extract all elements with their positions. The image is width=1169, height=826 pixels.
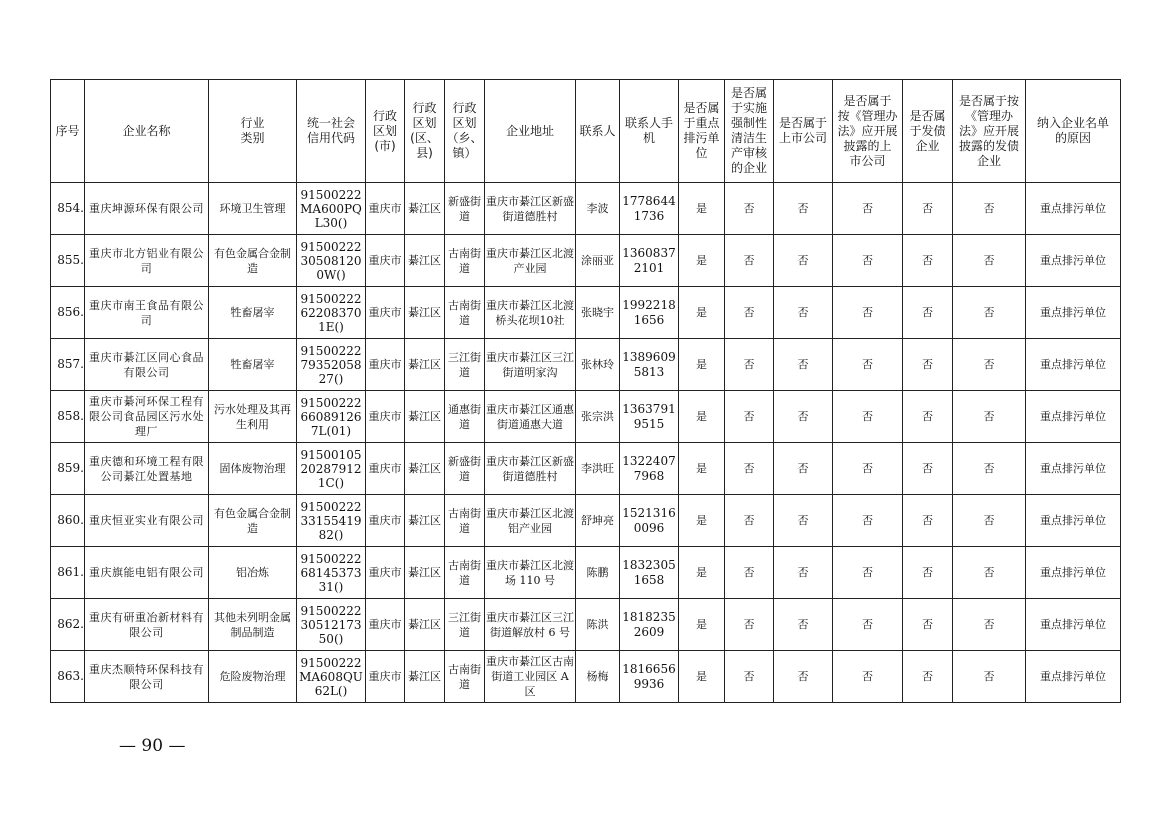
cell-bond-issuer: 否 xyxy=(903,547,953,599)
cell-bond-disclosure: 否 xyxy=(953,443,1026,495)
cell-seq: 862. xyxy=(51,599,85,651)
cell-address: 重庆市綦江区通惠街道通惠大道 xyxy=(485,391,576,443)
cell-key-polluter: 是 xyxy=(679,443,725,495)
cell-credit-code: 915002227935205827() xyxy=(297,339,366,391)
cell-bond-disclosure: 否 xyxy=(953,495,1026,547)
cell-contact: 陈鹏 xyxy=(576,547,620,599)
cell-reason: 重点排污单位 xyxy=(1026,183,1121,235)
cell-region-district: 綦江区 xyxy=(405,495,445,547)
cell-company-name: 重庆坤源环保有限公司 xyxy=(85,183,209,235)
cell-listed-disclosure: 否 xyxy=(833,495,903,547)
cell-reason: 重点排污单位 xyxy=(1026,391,1121,443)
cell-key-polluter: 是 xyxy=(679,599,725,651)
header-region-city: 行政 区划 (市) xyxy=(366,80,405,183)
cell-listed-company: 否 xyxy=(774,235,833,287)
cell-bond-disclosure: 否 xyxy=(953,339,1026,391)
cell-reason: 重点排污单位 xyxy=(1026,547,1121,599)
cell-region-town: 新盛街道 xyxy=(445,183,485,235)
cell-address: 重庆市綦江区三江街道明家沟 xyxy=(485,339,576,391)
cell-contact: 张宗洪 xyxy=(576,391,620,443)
cell-industry: 环境卫生管理 xyxy=(209,183,297,235)
cell-phone: 13637919515 xyxy=(620,391,679,443)
cell-listed-disclosure: 否 xyxy=(833,599,903,651)
cell-seq: 857. xyxy=(51,339,85,391)
cell-address: 重庆市綦江区北渡产业园 xyxy=(485,235,576,287)
cell-bond-disclosure: 否 xyxy=(953,183,1026,235)
header-listed-disclosure: 是否属于 按《管理办 法》应开展 披露的上 市公司 xyxy=(833,80,903,183)
cell-credit-code: 915002226814537331() xyxy=(297,547,366,599)
cell-phone: 13896095813 xyxy=(620,339,679,391)
cell-listed-disclosure: 否 xyxy=(833,547,903,599)
cell-reason: 重点排污单位 xyxy=(1026,287,1121,339)
cell-listed-company: 否 xyxy=(774,339,833,391)
cell-credit-code: 915002223315541982() xyxy=(297,495,366,547)
cell-bond-issuer: 否 xyxy=(903,183,953,235)
cell-region-town: 三江街道 xyxy=(445,339,485,391)
cell-listed-company: 否 xyxy=(774,599,833,651)
cell-region-city: 重庆市 xyxy=(366,183,405,235)
cell-region-city: 重庆市 xyxy=(366,339,405,391)
cell-reason: 重点排污单位 xyxy=(1026,599,1121,651)
cell-clean-production-audit: 否 xyxy=(725,235,774,287)
cell-listed-disclosure: 否 xyxy=(833,235,903,287)
cell-industry: 牲畜屠宰 xyxy=(209,339,297,391)
cell-key-polluter: 是 xyxy=(679,495,725,547)
cell-industry: 污水处理及其再生利用 xyxy=(209,391,297,443)
header-seq: 序号 xyxy=(51,80,85,183)
cell-industry: 危险废物治理 xyxy=(209,651,297,703)
cell-address: 重庆市綦江区北渡场 110 号 xyxy=(485,547,576,599)
cell-company-name: 重庆市南王食品有限公司 xyxy=(85,287,209,339)
cell-phone: 13608372101 xyxy=(620,235,679,287)
cell-address: 重庆市綦江区三江街道解放村 6 号 xyxy=(485,599,576,651)
cell-listed-company: 否 xyxy=(774,547,833,599)
cell-region-district: 綦江区 xyxy=(405,235,445,287)
cell-region-district: 綦江区 xyxy=(405,287,445,339)
table-header xyxy=(51,80,1121,183)
cell-reason: 重点排污单位 xyxy=(1026,235,1121,287)
cell-clean-production-audit: 否 xyxy=(725,599,774,651)
cell-bond-issuer: 否 xyxy=(903,339,953,391)
cell-company-name: 重庆旗能电铝有限公司 xyxy=(85,547,209,599)
cell-contact: 陈洪 xyxy=(576,599,620,651)
cell-seq: 858. xyxy=(51,391,85,443)
cell-bond-disclosure: 否 xyxy=(953,547,1026,599)
header-industry: 行业 类别 xyxy=(209,80,297,183)
cell-bond-issuer: 否 xyxy=(903,651,953,703)
cell-clean-production-audit: 否 xyxy=(725,651,774,703)
cell-key-polluter: 是 xyxy=(679,287,725,339)
table-body xyxy=(51,183,1121,703)
cell-bond-disclosure: 否 xyxy=(953,287,1026,339)
cell-industry: 有色金属合金制造 xyxy=(209,235,297,287)
cell-contact: 杨梅 xyxy=(576,651,620,703)
cell-listed-disclosure: 否 xyxy=(833,651,903,703)
cell-region-city: 重庆市 xyxy=(366,235,405,287)
cell-region-district: 綦江区 xyxy=(405,651,445,703)
cell-contact: 张晓宇 xyxy=(576,287,620,339)
cell-address: 重庆市綦江区新盛街道德胜村 xyxy=(485,183,576,235)
cell-region-city: 重庆市 xyxy=(366,391,405,443)
cell-bond-issuer: 否 xyxy=(903,443,953,495)
header-reason: 纳入企业名单 的原因 xyxy=(1026,80,1121,183)
table-row xyxy=(51,287,1121,339)
table-row xyxy=(51,183,1121,235)
cell-region-city: 重庆市 xyxy=(366,443,405,495)
cell-industry: 牲畜屠宰 xyxy=(209,287,297,339)
cell-industry: 固体废物治理 xyxy=(209,443,297,495)
cell-address: 重庆市綦江区古南街道工业园区 A 区 xyxy=(485,651,576,703)
table-row xyxy=(51,599,1121,651)
cell-clean-production-audit: 否 xyxy=(725,287,774,339)
cell-credit-code: 915002223051217350() xyxy=(297,599,366,651)
cell-region-city: 重庆市 xyxy=(366,547,405,599)
cell-region-district: 綦江区 xyxy=(405,183,445,235)
cell-seq: 856. xyxy=(51,287,85,339)
cell-reason: 重点排污单位 xyxy=(1026,651,1121,703)
cell-bond-issuer: 否 xyxy=(903,599,953,651)
cell-listed-company: 否 xyxy=(774,391,833,443)
cell-listed-disclosure: 否 xyxy=(833,183,903,235)
cell-listed-company: 否 xyxy=(774,287,833,339)
cell-region-town: 三江街道 xyxy=(445,599,485,651)
cell-key-polluter: 是 xyxy=(679,339,725,391)
cell-region-town: 古南街道 xyxy=(445,235,485,287)
cell-company-name: 重庆德和环境工程有限公司綦江处置基地 xyxy=(85,443,209,495)
cell-seq: 859. xyxy=(51,443,85,495)
cell-clean-production-audit: 否 xyxy=(725,391,774,443)
table-row xyxy=(51,651,1121,703)
cell-listed-disclosure: 否 xyxy=(833,443,903,495)
cell-address: 重庆市綦江区新盛街道德胜村 xyxy=(485,443,576,495)
cell-bond-disclosure: 否 xyxy=(953,235,1026,287)
cell-clean-production-audit: 否 xyxy=(725,443,774,495)
header-bond-disclosure: 是否属于按 《管理办 法》应开展 披露的发债 企业 xyxy=(953,80,1026,183)
table-row xyxy=(51,235,1121,287)
cell-company-name: 重庆恒亚实业有限公司 xyxy=(85,495,209,547)
cell-phone: 15213160096 xyxy=(620,495,679,547)
cell-seq: 861. xyxy=(51,547,85,599)
cell-contact: 李洪旺 xyxy=(576,443,620,495)
cell-phone: 18323051658 xyxy=(620,547,679,599)
cell-listed-company: 否 xyxy=(774,443,833,495)
cell-region-district: 綦江区 xyxy=(405,391,445,443)
cell-phone: 19922181656 xyxy=(620,287,679,339)
cell-region-city: 重庆市 xyxy=(366,651,405,703)
cell-seq: 854. xyxy=(51,183,85,235)
cell-phone: 18182352609 xyxy=(620,599,679,651)
cell-region-town: 古南街道 xyxy=(445,547,485,599)
cell-industry: 其他未列明金属制品制造 xyxy=(209,599,297,651)
cell-key-polluter: 是 xyxy=(679,391,725,443)
cell-region-city: 重庆市 xyxy=(366,495,405,547)
table-row xyxy=(51,391,1121,443)
cell-key-polluter: 是 xyxy=(679,651,725,703)
cell-region-district: 綦江区 xyxy=(405,547,445,599)
cell-bond-issuer: 否 xyxy=(903,495,953,547)
header-credit-code: 统一社会 信用代码 xyxy=(297,80,366,183)
cell-key-polluter: 是 xyxy=(679,183,725,235)
cell-listed-disclosure: 否 xyxy=(833,391,903,443)
cell-region-district: 綦江区 xyxy=(405,339,445,391)
cell-clean-production-audit: 否 xyxy=(725,495,774,547)
cell-credit-code: 91500222305081200W() xyxy=(297,235,366,287)
cell-credit-code: 91500222MA608QU62L() xyxy=(297,651,366,703)
header-contact: 联系人 xyxy=(576,80,620,183)
cell-bond-disclosure: 否 xyxy=(953,651,1026,703)
cell-bond-disclosure: 否 xyxy=(953,599,1026,651)
cell-region-town: 古南街道 xyxy=(445,287,485,339)
header-company-name: 企业名称 xyxy=(85,80,209,183)
cell-region-town: 新盛街道 xyxy=(445,443,485,495)
cell-credit-code: 91500105202879121C() xyxy=(297,443,366,495)
cell-industry: 铝冶炼 xyxy=(209,547,297,599)
cell-company-name: 重庆市綦江区同心食品有限公司 xyxy=(85,339,209,391)
cell-region-town: 通惠街道 xyxy=(445,391,485,443)
cell-credit-code: 91500222660891267L(01) xyxy=(297,391,366,443)
cell-company-name: 重庆杰顺特环保科技有限公司 xyxy=(85,651,209,703)
cell-region-town: 古南街道 xyxy=(445,651,485,703)
header-region-town: 行政 区划 （乡、 镇） xyxy=(445,80,485,183)
cell-seq: 860. xyxy=(51,495,85,547)
header-bond-issuer: 是否属 于发债 企业 xyxy=(903,80,953,183)
cell-contact: 舒坤亮 xyxy=(576,495,620,547)
header-clean-production-audit: 是否属 于实施 强制性 清洁生 产审核 的企业 xyxy=(725,80,774,183)
header-address: 企业地址 xyxy=(485,80,576,183)
cell-bond-issuer: 否 xyxy=(903,287,953,339)
cell-reason: 重点排污单位 xyxy=(1026,495,1121,547)
cell-credit-code: 91500222622083701E() xyxy=(297,287,366,339)
header-phone: 联系人手 机 xyxy=(620,80,679,183)
cell-contact: 李波 xyxy=(576,183,620,235)
cell-listed-company: 否 xyxy=(774,183,833,235)
cell-clean-production-audit: 否 xyxy=(725,183,774,235)
page-number: — 90 — xyxy=(119,736,186,756)
header-region-district: 行政 区划 (区、 县) xyxy=(405,80,445,183)
cell-credit-code: 91500222MA600PQL30() xyxy=(297,183,366,235)
cell-reason: 重点排污单位 xyxy=(1026,339,1121,391)
cell-company-name: 重庆市綦河环保工程有限公司食品园区污水处理厂 xyxy=(85,391,209,443)
cell-contact: 涂丽亚 xyxy=(576,235,620,287)
cell-listed-company: 否 xyxy=(774,495,833,547)
table-row xyxy=(51,339,1121,391)
table-row xyxy=(51,443,1121,495)
cell-bond-issuer: 否 xyxy=(903,391,953,443)
header-row xyxy=(51,80,1121,183)
cell-region-city: 重庆市 xyxy=(366,287,405,339)
table-row xyxy=(51,495,1121,547)
cell-listed-disclosure: 否 xyxy=(833,339,903,391)
cell-industry: 有色金属合金制造 xyxy=(209,495,297,547)
cell-company-name: 重庆有研重冶新材料有限公司 xyxy=(85,599,209,651)
cell-region-town: 古南街道 xyxy=(445,495,485,547)
cell-seq: 855. xyxy=(51,235,85,287)
cell-phone: 13224077968 xyxy=(620,443,679,495)
cell-listed-company: 否 xyxy=(774,651,833,703)
cell-bond-issuer: 否 xyxy=(903,235,953,287)
table-row xyxy=(51,547,1121,599)
cell-contact: 张林玲 xyxy=(576,339,620,391)
enterprise-table xyxy=(50,79,1121,703)
cell-reason: 重点排污单位 xyxy=(1026,443,1121,495)
cell-region-city: 重庆市 xyxy=(366,599,405,651)
cell-key-polluter: 是 xyxy=(679,547,725,599)
cell-listed-disclosure: 否 xyxy=(833,287,903,339)
cell-region-district: 綦江区 xyxy=(405,443,445,495)
cell-bond-disclosure: 否 xyxy=(953,391,1026,443)
header-listed-company: 是否属于 上市公司 xyxy=(774,80,833,183)
cell-seq: 863. xyxy=(51,651,85,703)
cell-phone: 17786441736 xyxy=(620,183,679,235)
cell-address: 重庆市綦江区北渡铝产业园 xyxy=(485,495,576,547)
cell-clean-production-audit: 否 xyxy=(725,339,774,391)
cell-phone: 18166569936 xyxy=(620,651,679,703)
cell-region-district: 綦江区 xyxy=(405,599,445,651)
cell-address: 重庆市綦江区北渡桥头花坝10社 xyxy=(485,287,576,339)
cell-company-name: 重庆市北方铝业有限公司 xyxy=(85,235,209,287)
cell-key-polluter: 是 xyxy=(679,235,725,287)
header-key-polluter: 是否属 于重点 排污单 位 xyxy=(679,80,725,183)
cell-clean-production-audit: 否 xyxy=(725,547,774,599)
